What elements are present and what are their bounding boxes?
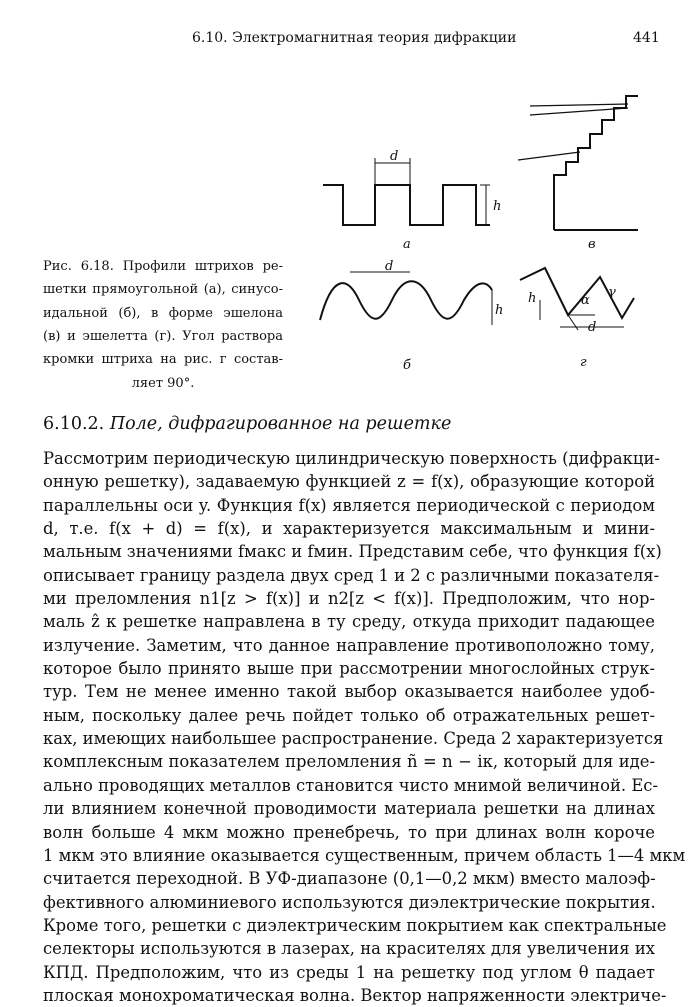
label-h-a: h — [493, 199, 502, 214]
body-line: комплексным показателем преломления ñ = n − iκ, который для иде- — [43, 752, 655, 772]
label-g: г — [580, 355, 587, 370]
body-line: маль ẑ к решетке направлена в ту среду, откуда приходит падающее — [43, 612, 655, 632]
incident-ray-3 — [530, 104, 628, 106]
label-a: а — [403, 237, 411, 252]
body-line: 1 мкм это влияние оказывается существенным, причем область 1—4 мкм — [43, 845, 686, 865]
caption-line: идальной (б), в форме эшелона — [43, 305, 283, 321]
section-number: 6.10.2. — [43, 414, 105, 434]
body-line: описывает границу раздела двух сред 1 и 2 с различными показателя- — [43, 565, 660, 585]
echelon-profile — [554, 96, 638, 230]
label-v: в — [588, 237, 596, 252]
sinusoidal-profile — [320, 281, 492, 320]
body-line: мальным значениями fмакс и fмин. Представим себе, что функция f(x) — [43, 542, 662, 562]
rectangular-profile — [323, 185, 490, 225]
body-line: тур. Тем не менее именно такой выбор оказывается наиболее удоб- — [43, 682, 655, 702]
body-line: ми преломления n1[z > f(x)] и n2[z < f(x)]. Предположим, что нор- — [43, 589, 655, 609]
body-line: плоская монохроматическая волна. Вектор напряженности электриче- — [43, 985, 667, 1005]
body-line: Рассмотрим периодическую цилиндрическую поверхность (дифракци- — [43, 449, 660, 468]
body-line: которое было принято выше при рассмотрении многослойных струк- — [43, 659, 655, 679]
body-line: КПД. Предположим, что из среды 1 на решетку под углом θ падает — [43, 962, 655, 982]
caption-line: (в) и эшелетта (г). Угол раствора — [43, 329, 283, 345]
running-header — [0, 30, 696, 52]
running-title: 6.10. Электромагнитная теория дифракции — [192, 30, 517, 46]
body-text — [43, 447, 686, 1007]
label-h-g: h — [528, 291, 537, 306]
body-line: d, т.е. f(x + d) = f(x), и характеризуется максимальным и мини- — [43, 519, 655, 539]
figure-caption — [43, 258, 283, 398]
body-line: селекторы используются в лазерах, на красителях для увеличения их — [43, 939, 655, 959]
label-gamma: γ — [608, 285, 616, 300]
body-line: ным, поскольку далее речь пойдет только об отражательных решет- — [43, 705, 655, 725]
label-alpha: α — [581, 293, 590, 308]
body-line: онную решетку), задаваемую функцией z = f(x), образующие которой — [43, 472, 655, 492]
label-h-b: h — [495, 303, 504, 318]
caption-line: кромки штриха на рис. г состав- — [43, 352, 283, 368]
page-number: 441 — [633, 30, 660, 46]
section-title: Поле, дифрагированное на решетке — [109, 414, 452, 434]
section-heading — [43, 414, 451, 434]
caption-line: ляет 90°. — [131, 375, 195, 391]
label-b: б — [403, 358, 411, 373]
body-line: параллельны оси y. Функция f(x) является периодической с периодом — [43, 495, 655, 515]
body-line: ли влиянием конечной проводимости материала решетки на длинах — [43, 799, 655, 819]
body-line: ках, имеющих наибольшее распространение. Среда 2 характеризуется — [43, 729, 664, 749]
body-line: считается переходной. В УФ-диапазоне (0,1—0,2 мкм) вместо малоэф- — [43, 869, 656, 889]
label-d-a: d — [390, 149, 399, 164]
body-line: волн больше 4 мкм можно пренебречь, то при длинах волн короче — [43, 822, 655, 842]
label-d-g: d — [588, 320, 597, 335]
incident-ray-1 — [518, 152, 580, 160]
caption-line: шетки прямоугольной (а), синусо- — [43, 282, 283, 298]
body-line: Кроме того, решетки с диэлектрическим покрытием как спектральные — [43, 915, 667, 935]
caption-line: Рис. 6.18. Профили штрихов ре- — [43, 259, 283, 274]
label-d-b: d — [385, 259, 394, 274]
echelette-profile — [520, 268, 634, 318]
body-line: ально проводящих металлов становится чисто мнимой величиной. Ес- — [43, 775, 659, 795]
body-line: излучение. Заметим, что данное направление противоположно тому, — [43, 635, 655, 655]
body-line: фективного алюминиевого используются диэлектрические покрытия. — [43, 892, 656, 912]
